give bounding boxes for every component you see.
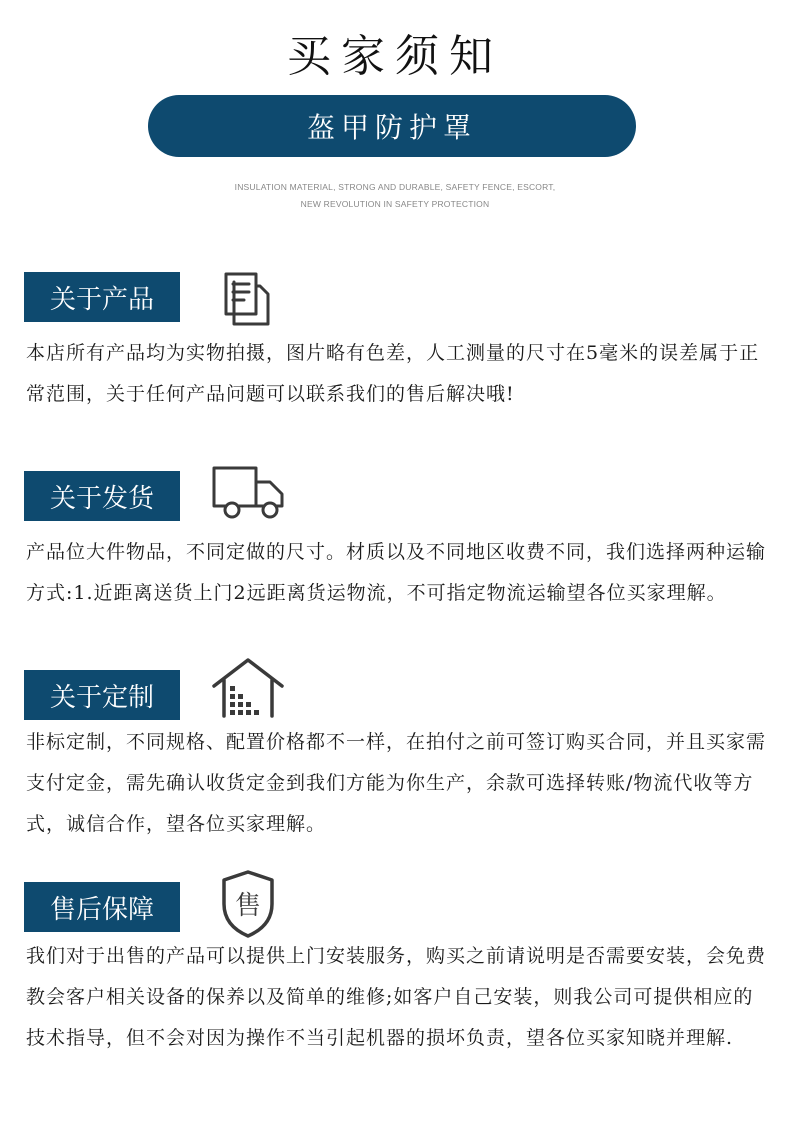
- section-text-aftersale: 我们对于出售的产品可以提供上门安装服务，购买之前请说明是否需要安装，会免费教会客户相关设备的保养以及简单的维修;如客户自己安装，则我公司可提供相应的技术指导，但不会对因为操作不当引起机器的损坏负责，望各位买家知晓并理解.: [26, 945, 767, 1049]
- section-text-shipping: 产品位大件物品，不同定做的尺寸。材质以及不同地区收费不同，我们选择两种运输方式:1.近距离送货上门2远距离货运物流，不可指定物流运输望各位买家理解。: [26, 541, 767, 604]
- section-heading-shipping: 关于发货: [24, 471, 180, 521]
- section-heading-custom: 关于定制: [24, 670, 180, 720]
- house-icon: [210, 656, 286, 722]
- shield-shou-icon: [218, 868, 278, 940]
- section-heading-aftersale: 售后保障: [24, 882, 180, 932]
- shield-icon-char: 售: [234, 891, 262, 921]
- tagline-line-1: INSULATION MATERIAL, STRONG AND DURABLE, SAFETY FENCE, ESCORT,: [234, 182, 556, 192]
- page-title: 买家须知: [287, 31, 503, 82]
- product-banner: 盔甲防护罩: [148, 95, 636, 157]
- section-heading-product: 关于产品: [24, 272, 180, 322]
- section-text-product: 本店所有产品均为实物拍摄，图片略有色差，人工测量的尺寸在5毫米的误差属于正常范围，关于任何产品问题可以联系我们的售后解决哦!: [26, 342, 760, 405]
- document-icon: [216, 268, 278, 330]
- delivery-truck-icon: [210, 462, 286, 524]
- tagline-line-2: NEW REVOLUTION IN SAFETY PROTECTION: [300, 199, 490, 209]
- section-text-custom: 非标定制，不同规格、配置价格都不一样，在拍付之前可签订购买合同，并且买家需支付定金，需先确认收货定金到我们方能为你生产，余款可选择转账/物流代收等方式，诚信合作，望各位买家理解。: [26, 731, 767, 835]
